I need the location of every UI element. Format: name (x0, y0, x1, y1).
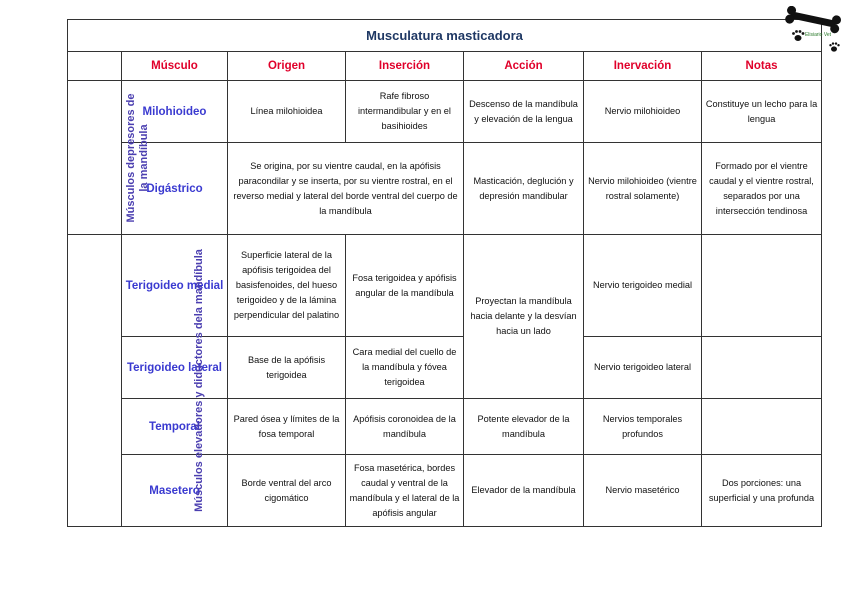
table-row-terigoideo-medial (68, 235, 822, 337)
logo-text: Elisiario Vet (804, 32, 832, 38)
musculature-table (67, 19, 822, 527)
insercion-cell: Apófisis coronoidea de la mandíbula (346, 399, 464, 455)
muscle-name: Terigoideo medial (122, 235, 228, 337)
header-row (68, 52, 822, 81)
table-row-terigoideo-lateral (68, 337, 822, 399)
muscle-name: Milohioideo (122, 81, 228, 143)
group-depresores-label: Músculos depresores de la mandíbula (125, 93, 150, 222)
notas-cell: Constituye un lecho para la lengua (702, 81, 822, 143)
origen-cell: Superficie lateral de la apófisis terigoidea del basisfenoides, del hueso terigoideo y de la lámina perpendicular del palatino (228, 235, 346, 337)
header-musculo: Músculo (122, 52, 228, 81)
notas-cell (702, 235, 822, 337)
header-notas: Notas (702, 52, 822, 81)
inervacion-cell: Nervios temporales profundos (584, 399, 702, 455)
table-row-masetero (68, 455, 822, 527)
notas-cell (702, 399, 822, 455)
header-insercion: Inserción (346, 52, 464, 81)
header-origen: Origen (228, 52, 346, 81)
muscle-name: Digástrico (122, 143, 228, 235)
inervacion-cell: Nervio terigoideo lateral (584, 337, 702, 399)
header-accion: Acción (464, 52, 584, 81)
notas-cell: Dos porciones: una superficial y una profunda (702, 455, 822, 527)
pawprint-icon-small (829, 42, 839, 51)
title-row (68, 20, 822, 52)
accion-cell: Potente elevador de la mandíbula (464, 399, 584, 455)
table-title: Musculatura masticadora (68, 20, 822, 52)
origen-insercion-cell: Se origina, por su vientre caudal, en la apófisis paracondilar y se inserta, por su vientre rostral, en el reverso medial y lateral del borde ventral del cuerpo de la mandíbula (228, 143, 464, 235)
pawprint-icon (792, 30, 804, 41)
notas-cell (702, 337, 822, 399)
notas-cell: Formado por el vientre caudal y el vientre rostral, separados por una intersección tendinosa (702, 143, 822, 235)
group-depresores (68, 81, 150, 235)
insercion-cell: Rafe fibroso intermandibular y en el basihioides (346, 81, 464, 143)
accion-cell-shared: Proyectan la mandíbula hacia delante y la desvían hacia un lado (464, 235, 584, 399)
group-elevadores-label: Músculos elevadores y diductores dela mandíbula (192, 249, 205, 512)
inervacion-cell: Nervio milohioideo (584, 81, 702, 143)
table-row-milohioideo (68, 81, 822, 143)
origen-cell: Base de la apófisis terigoidea (228, 337, 346, 399)
inervacion-cell: Nervio terigoideo medial (584, 235, 702, 337)
accion-cell: Descenso de la mandíbula y elevación de la lengua (464, 81, 584, 143)
bone-icon (784, 6, 842, 34)
accion-cell: Elevador de la mandíbula (464, 455, 584, 527)
header-empty-cell (68, 52, 122, 81)
origen-cell: Línea milohioidea (228, 81, 346, 143)
inervacion-cell: Nervio masetérico (584, 455, 702, 527)
dog-bone-pawprint-logo (782, 6, 844, 56)
table-row-temporal (68, 399, 822, 455)
musculature-table-container (67, 19, 821, 527)
muscle-name: Terigoideo lateral (122, 337, 228, 399)
muscle-name: Temporal (122, 399, 228, 455)
inervacion-cell: Nervio milohioideo (vientre rostral solamente) (584, 143, 702, 235)
origen-cell: Pared ósea y límites de la fosa temporal (228, 399, 346, 455)
table-row-digastrico (68, 143, 822, 235)
header-inervacion: Inervación (584, 52, 702, 81)
insercion-cell: Cara medial del cuello de la mandíbula y fóvea terigoidea (346, 337, 464, 399)
insercion-cell: Fosa terigoidea y apófisis angular de la mandíbula (346, 235, 464, 337)
origen-cell: Borde ventral del arco cigomático (228, 455, 346, 527)
insercion-cell: Fosa masetérica, bordes caudal y ventral de la mandíbula y el lateral de la apófisis angular (346, 455, 464, 527)
accion-cell: Masticación, deglución y depresión mandibular (464, 143, 584, 235)
muscle-name: Masetero (122, 455, 228, 527)
